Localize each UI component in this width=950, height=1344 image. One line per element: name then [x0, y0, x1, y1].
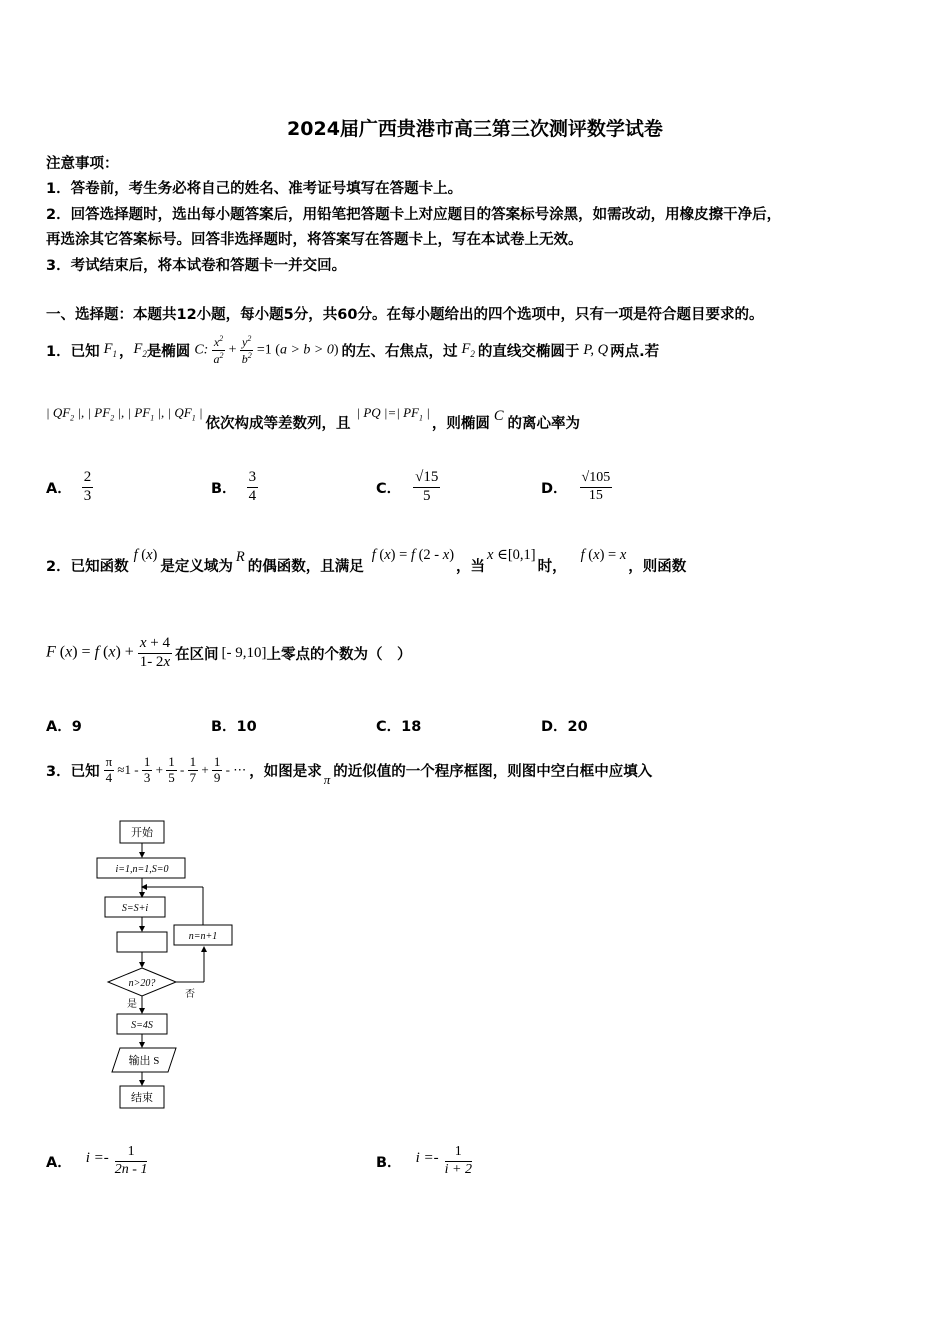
q1-pq: P, Q — [583, 341, 609, 358]
q2-fx-eq-x: f (x) = x — [580, 546, 627, 563]
q2-fx: f (x) — [133, 546, 158, 563]
q1-f2: $F_2$ — [133, 341, 147, 359]
question-2-line-2 — [46, 628, 411, 678]
q2-option-d[interactable]: D．20 — [541, 719, 588, 735]
q1-text6: ，则椭圆 — [431, 415, 490, 432]
q2-interval: x ∈[0,1] — [487, 546, 536, 563]
notice-item-1: 1．答卷前，考生务必将自己的姓名、准考证号填写在答题卡上。 — [46, 181, 463, 197]
q1-text2: 的左、右焦点，过 — [341, 343, 458, 360]
q3-prefix: 3．已知 — [46, 763, 100, 780]
q3-option-a[interactable]: A． i =- $\frac{1}{2n - 1}$ — [46, 1144, 148, 1177]
question-1-line-1: 1．已知 $F_1$ ， $F_2$ 是椭圆 C: $\frac{x^2}{a^2}$ + $\frac{y^2}{b^2}$ =1 (a > b > 0) 的左、右焦点，过 $F_2$ 的直线交椭圆于 P, Q 两点.若 — [46, 333, 660, 366]
flow-start-label: 开始 — [131, 827, 153, 839]
q1-option-a[interactable]: A． $\frac{2}{3}$ — [46, 469, 92, 504]
notice-item-2: 2．回答选择题时，选出每小题答案后，用铅笔把答题卡上对应题目的答案标号涂黑，如需改动，用橡皮擦干净后， — [46, 207, 782, 223]
notice-item-2-cont: 再选涂其它答案标号。回答非选择题时，将答案写在答题卡上，写在本试卷上无效。 — [46, 232, 583, 248]
q2-option-c[interactable]: C．18 — [376, 719, 422, 735]
q2-function-F: F (x) = f (x) + $\frac{x + 4}{1- 2x}$ — [46, 635, 171, 670]
flow-inc-label: n=n+1 — [188, 931, 218, 942]
q1-text7: 的离心率为 — [507, 415, 580, 432]
q1-sequence: | $QF_2$ |, | $PF_2$ |, | $PF_1$ |, | $QF_1$ | — [46, 405, 203, 423]
q1-c: C — [493, 407, 504, 424]
q1-text4: 两点.若 — [610, 343, 660, 360]
q2-text4: 时， — [537, 558, 567, 575]
flow-no-label: 否 — [185, 989, 195, 1000]
flow-cond-label: n>20? — [128, 978, 156, 989]
question-3-line-1 — [46, 748, 652, 792]
notice-heading: 注意事项： — [46, 156, 119, 172]
q2-option-a[interactable]: A．9 — [46, 719, 82, 735]
q2-text1: 是定义域为 — [160, 558, 233, 575]
q1-ellipse-eq: C: $\frac{x^2}{a^2}$ + $\frac{y^2}{b^2}$ =1 (a > b > 0) — [194, 333, 339, 366]
q1-prefix: 1．已知 — [46, 343, 100, 360]
q3-option-b[interactable]: B． i =- $\frac{1}{i + 2}$ — [376, 1144, 472, 1177]
q2-option-b[interactable]: B．10 — [211, 719, 257, 735]
question-1-line-2 — [46, 402, 580, 442]
q2-text7: 上零点的个数为（ ） — [266, 646, 412, 663]
question-2-line-1 — [46, 545, 686, 585]
q1-text1: 是椭圆 — [146, 343, 191, 360]
flow-mult-label: S=4S — [131, 1020, 153, 1031]
q2-prefix: 2．已知函数 — [46, 558, 129, 575]
q2-range: [- 9,10] — [221, 644, 267, 661]
q1-f2b: $F_2$ — [461, 341, 475, 359]
flow-yes-label: 是 — [127, 999, 137, 1010]
flow-step-label: S=S+i — [121, 903, 149, 914]
q3-text2: 的近似值的一个程序框图，则图中空白框中应填入 — [333, 763, 653, 780]
q1-condition: | PQ |=| $PF_1$ | — [356, 405, 430, 423]
flow-end-label: 结束 — [131, 1092, 153, 1104]
q3-text1: ，如图是求 — [249, 763, 322, 780]
notice-item-3: 3．考试结束后，将本试卷和答题卡一并交回。 — [46, 258, 347, 274]
flow-output-label: 输出 S — [128, 1055, 160, 1067]
flow-blank-box — [117, 932, 167, 952]
q2-text5: ，则函数 — [628, 558, 687, 575]
q1-text5: 依次构成等差数列，且 — [205, 415, 351, 432]
q1-option-d[interactable]: D． $\frac{√105}{15}$ — [541, 470, 611, 503]
q1-text3: 的直线交椭圆于 — [477, 343, 580, 360]
flow-init-label: i=1,n=1,S=0 — [115, 864, 169, 875]
q2-text2: 的偶函数，且满足 — [247, 558, 364, 575]
q1-f1: $F_1$ — [103, 341, 117, 359]
page-title: 2024届广西贵港市高三第三次测评数学试卷 — [287, 118, 663, 140]
flowchart — [90, 815, 250, 1115]
q3-series: $\frac{\pi}{4}$ ≈1 - $\frac{1}{3}$ + $\frac{1}{5}$ - $\frac{1}{7}$ + $\frac{1}{9}$ - ⋯ — [105, 753, 247, 785]
q2-text3: ，当 — [456, 558, 486, 575]
q1-option-c[interactable]: C． $\frac{√15}{5}$ — [376, 469, 439, 504]
q2-r: R — [235, 548, 245, 565]
section-heading: 一、选择题：本题共12小题，每小题5分，共60分。在每小题给出的四个选项中，只有一项是符合题目要求的。 — [46, 307, 764, 323]
q3-pi: π — [323, 772, 331, 787]
q2-text6: 在区间 — [174, 646, 219, 663]
q1-option-b[interactable]: B． $\frac{3}{4}$ — [211, 469, 257, 504]
q2-symmetry: f (x) = f (2 - x) — [371, 546, 455, 563]
